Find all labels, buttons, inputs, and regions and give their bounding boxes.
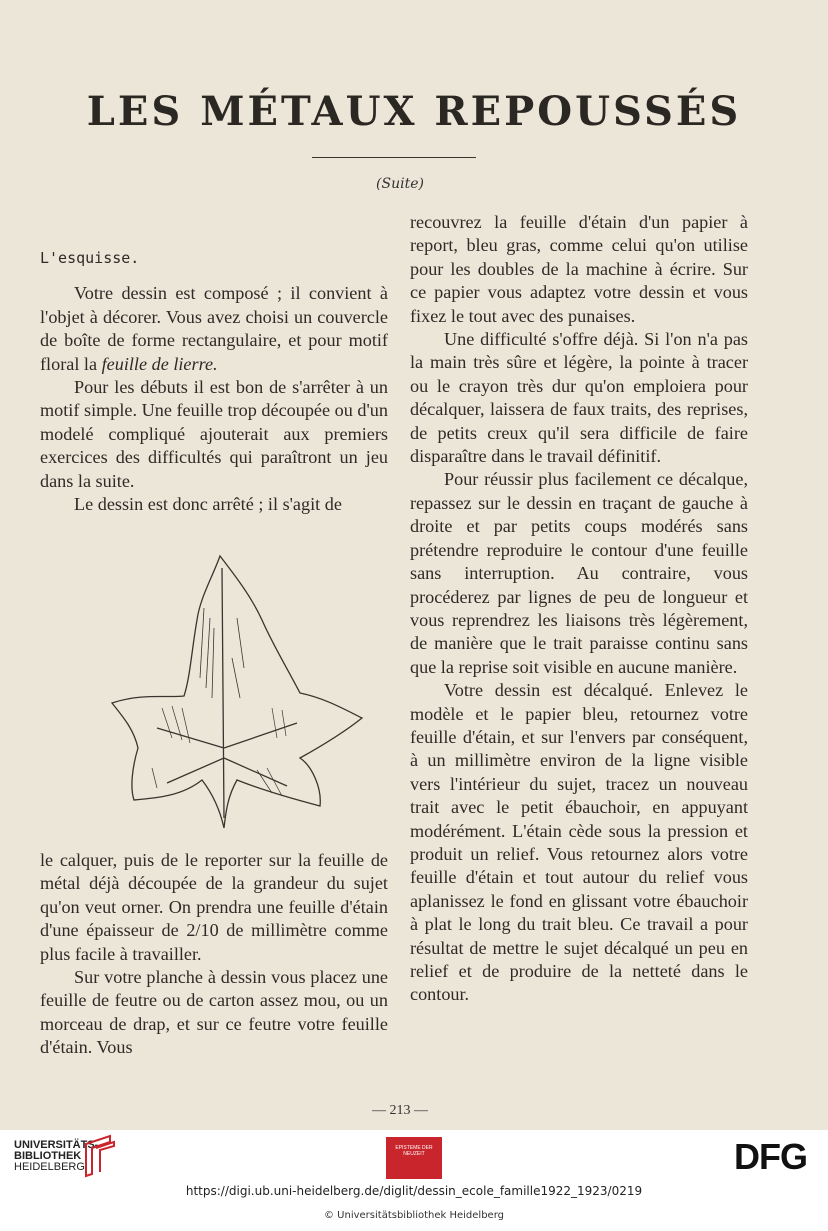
title-rule [312, 157, 476, 158]
library-line: UNIVERSITÄTS- [14, 1139, 99, 1151]
paragraph: Pour réussir plus facilement ce décalque, repassez sur le dessin en traçant de gauche à droite et par petits coups modérés sans prétendre reproduire le contour d'une feuille sans interruption. Au contraire, vous procéderez par lignes de peu de longueur et vous reprendrez les liaisons très légèrement, de manière que le trait paraisse continu sans que la reprise soit visible en aucune manière. [410, 469, 748, 677]
paragraph [40, 282, 388, 376]
paragraph: Votre dessin est décalqué. Enlevez le modèle et le papier bleu, retournez votre feuille d'étain, et sur l'envers par conséquent, à un millimètre environ de la ligne visible vers l'intérieur du sujet, tracez un nouveau trait avec le petit ébauchoir, en appuyant modérément. L'étain cède sous la pression et produit un relief. Vous retournez alors votre feuille d'étain et tout autour du relief vous aplanissez le fond en glissant votre ébauchoir à plat le long du trait bleu. Ce travail a pour résultat de mettre le sujet décalqué un peu en relief et de produire de la netteté dans le contour. [410, 680, 748, 1005]
column-left-top [40, 247, 388, 516]
page-number: — 213 — [372, 1103, 428, 1118]
column-left-bottom [40, 849, 388, 1060]
article-title: LES MÉTAUX REPOUSSÉS [86, 88, 742, 135]
dfg-logo: DFG [734, 1136, 807, 1177]
library-line: HEIDELBERG [14, 1161, 85, 1173]
library-logo-icon [82, 1134, 118, 1180]
italic-text: feuille de lierre. [101, 353, 218, 374]
section-heading: L'esquisse. [40, 249, 140, 267]
badge-text: EPISTEME DER NEUZEIT [395, 1145, 433, 1157]
library-line: BIBLIOTHEK [14, 1150, 82, 1162]
paragraph-text: Votre dessin est composé ; il convient à l'objet à décorer. Vous avez choisi un couvercle de boîte de forme rectangulaire, et pour motif floral la [40, 283, 388, 374]
episteme-badge[interactable] [386, 1137, 442, 1179]
copyright-text: © Universitätsbibliothek Heidelberg [323, 1210, 504, 1221]
subtitle: (Suite) [376, 176, 424, 192]
paragraph: Sur votre planche à dessin vous placez une feuille de feutre ou de carton assez mou, ou un morceau de drap, et sur ce feutre votre feuille d'étain. Vous [40, 967, 388, 1058]
paragraph: Pour les débuts il est bon de s'arrêter à un motif simple. Une feuille trop découpée ou d'un modelé compliqué ajouterait aux premiers exercices des difficultés qui paraîtront un jeu dans la suite. [40, 377, 388, 491]
paragraph: recouvrez la feuille d'étain d'un papier à report, bleu gras, comme celui qu'on utilise pour les doubles de la machine à écrire. Sur ce papier vous adaptez votre dessin et vous fixez le tout avec des punaises. [410, 212, 748, 326]
source-url-link[interactable]: https://digi.ub.uni-heidelberg.de/diglit/dessin_ecole_famille1922_1923/0219 [185, 1184, 643, 1198]
paragraph: Le dessin est donc arrêté ; il s'agit de [74, 494, 342, 515]
column-right [410, 211, 748, 1007]
paragraph: le calquer, puis de le reporter sur la feuille de métal déjà découpée de la grandeur du sujet qu'on veut orner. On prendra une feuille d'étain d'une épaisseur de 2/10 de millimètre comme plus facile à travailler. [40, 850, 388, 964]
paragraph: Une difficulté s'offre déjà. Si l'on n'a pas la main très sûre et légère, la pointe à tracer ou le crayon très dur qu'on emploiera pour décalquer, laissera de faux traits, des reprises, de petits creux qu'il sera difficile de faire disparaître dans le travail définitif. [410, 329, 748, 467]
ivy-leaf-illustration [72, 548, 392, 838]
